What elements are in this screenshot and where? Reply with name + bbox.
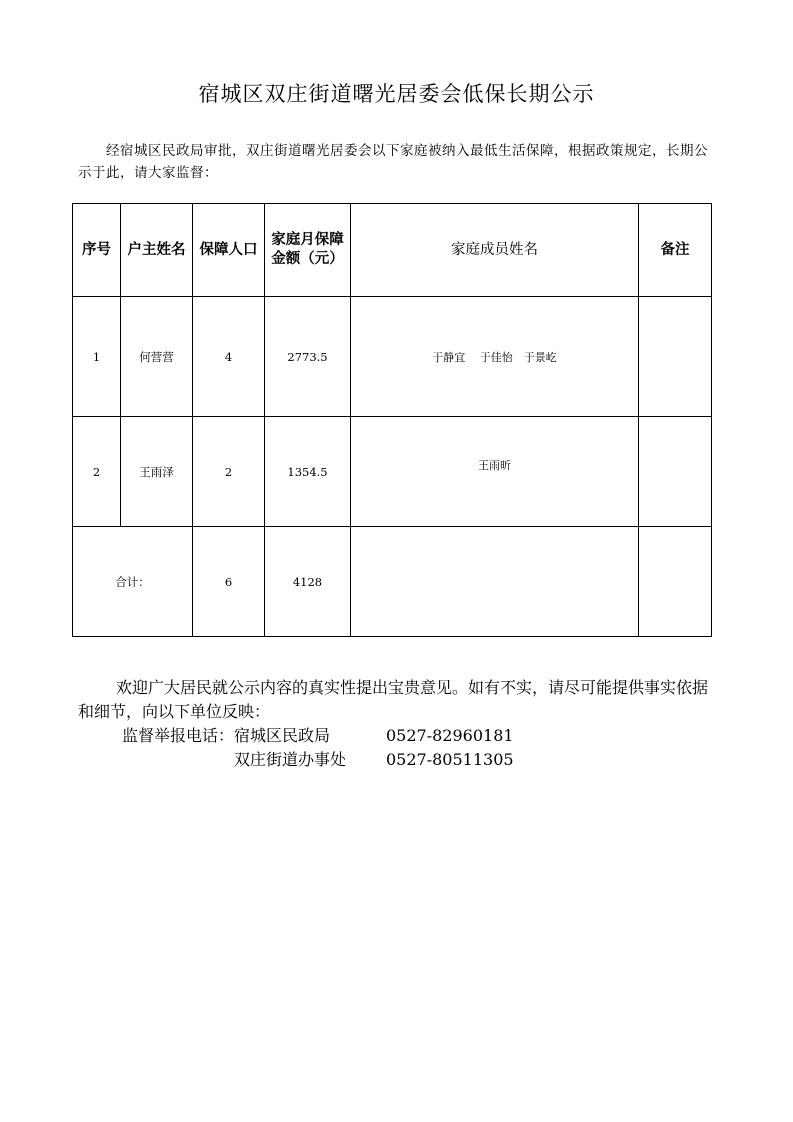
- header-amount-line2: 金额（元）: [271, 251, 344, 267]
- table-total-row: [73, 527, 712, 637]
- contact-org: 宿城区民政局: [234, 726, 331, 745]
- assistance-table: [72, 203, 712, 637]
- total-amount: 4128: [265, 527, 351, 637]
- contact-row: [78, 748, 718, 772]
- total-members: [351, 527, 639, 637]
- row-head-name: 何营营: [121, 297, 193, 417]
- row-remark: [639, 297, 712, 417]
- row-amount: 1354.5: [265, 417, 351, 527]
- row-head-name: 王雨泽: [121, 417, 193, 527]
- contact-org: 双庄街道办事处: [234, 750, 347, 769]
- contact-phone: 0527-80511305: [386, 750, 514, 769]
- row-persons: 4: [193, 297, 265, 417]
- total-remark: [639, 527, 712, 637]
- feedback-paragraph: 欢迎广大居民就公示内容的真实性提出宝贵意见。如有不实，请尽可能提供事实依据和细节，向以下单位反映：: [78, 678, 709, 721]
- table-header-row: [73, 204, 712, 297]
- contact-phone: 0527-82960181: [386, 726, 514, 745]
- table-row: [73, 297, 712, 417]
- row-no: 2: [73, 417, 121, 527]
- header-amount: [265, 204, 351, 297]
- page-title: 宿城区双庄街道曙光居委会低保长期公示: [198, 82, 595, 106]
- header-no: 序号: [73, 204, 121, 297]
- contact-label: 监督举报电话：: [121, 726, 234, 745]
- header-head-name: 户主姓名: [121, 204, 193, 297]
- row-members: 于静宜 于佳怡 于景屹: [351, 297, 639, 417]
- row-amount: 2773.5: [265, 297, 351, 417]
- row-persons: 2: [193, 417, 265, 527]
- total-persons: 6: [193, 527, 265, 637]
- row-no: 1: [73, 297, 121, 417]
- table-row: [73, 417, 712, 527]
- header-remark: 备注: [639, 204, 712, 297]
- intro-paragraph: 经宿城区民政局审批，双庄街道曙光居委会以下家庭被纳入最低生活保障，根据政策规定，长期公示于此，请大家监督：: [78, 143, 708, 181]
- header-amount-line1: 家庭月保障: [271, 232, 344, 248]
- row-members: 王雨昕: [351, 417, 639, 527]
- footer-notice: [78, 676, 718, 772]
- total-label: 合计：: [73, 527, 193, 637]
- header-persons: 保障人口: [193, 204, 265, 297]
- header-members: 家庭成员姓名: [351, 204, 639, 297]
- row-remark: [639, 417, 712, 527]
- contact-row: [78, 724, 718, 748]
